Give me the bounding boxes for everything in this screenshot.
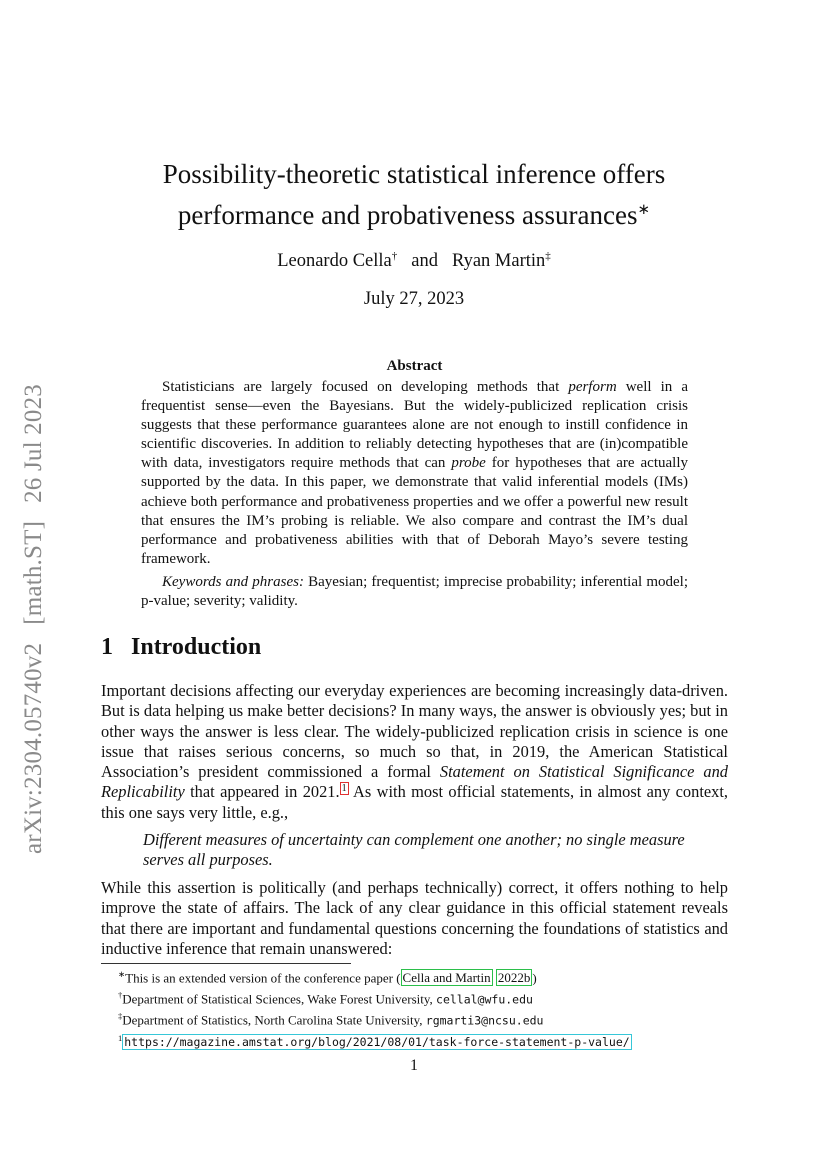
citation-cella-martin-link[interactable]: Cella and Martin: [402, 970, 491, 986]
keywords-label: Keywords and phrases:: [162, 573, 304, 590]
paper-title: [0, 156, 828, 233]
abstract: [141, 358, 688, 611]
author-conjunction: and: [411, 251, 438, 272]
section-number: 1: [101, 634, 113, 660]
footnote-affiliation-martin: ‡Department of Statistics, North Carolina State University, rgmarti3@ncsu.edu: [118, 1011, 544, 1028]
author-cella: Leonardo Cella: [277, 251, 392, 272]
abstract-heading: Abstract: [386, 358, 443, 374]
arxiv-sidebar-stamp: [20, 366, 48, 854]
email-martin: rgmarti3@ncsu.edu: [425, 1013, 544, 1028]
footnote-divider: [101, 963, 351, 964]
arxiv-category: [math.ST]: [20, 520, 47, 625]
arxiv-id: arXiv:2304.05740v2: [20, 642, 47, 854]
section-title: Introduction: [131, 634, 262, 660]
keywords: Keywords and phrases: Bayesian; frequentist; imprecise probability; inferential model; p-value; severity; validity.: [141, 573, 689, 610]
section-heading-introduction: [101, 634, 261, 661]
block-quote: Different measures of uncertainty can complement one another; no single measure serves all purposes.: [143, 830, 685, 870]
asa-statement-url-link[interactable]: https://magazine.amstat.org/blog/2021/08/01/task-force-statement-p-value/: [124, 1034, 630, 1049]
author-martin: Ryan Martin: [451, 251, 546, 272]
intro-paragraph-2: While this assertion is politically (and perhaps technically) correct, it offers nothing to help improve the state of affairs. The lack of any clear guidance in this official statement reveals that there are important and fundamental questions concerning the foundations of statistics and inductive inference that remain unanswered:: [101, 878, 728, 958]
email-cella: cellal@wfu.edu: [436, 991, 533, 1006]
footnote-affiliation-cella: †Department of Statistical Sciences, Wake Forest University, cellal@wfu.edu: [118, 989, 533, 1006]
paper-date: July 27, 2023: [363, 289, 465, 309]
footnote-1-link[interactable]: 1: [341, 783, 347, 795]
citation-year-link[interactable]: 2022b: [497, 970, 531, 986]
footnotes: [118, 966, 738, 1051]
title-line-2: performance and probativeness assurances∗: [177, 200, 651, 230]
arxiv-date: 26 Jul 2023: [20, 384, 47, 503]
footnote-url: $^1$ https://magazine.amstat.org/blog/2021/08/01/task-force-statement-p-value/: [118, 1032, 630, 1049]
author-list: Leonardo Cella† and Ryan Martin‡: [277, 250, 551, 272]
intro-paragraph-1: Important decisions affecting our everyday experiences are becoming increasingly data-driven. But is data helping us make better decisions? In many ways, the answer is obviously yes; but in other ways the answer is less clear. The widely-publicized replication crisis in science is one issue that raises serious concerns, so much so that, in 2019, the American Statistical Association’s president commissioned a formal Statement on Statistical Significance and Replicability that appeared in 2021. $^1$ As with most official statements, in almost any context, this one says very little, e.g.,: [101, 681, 728, 822]
abstract-text: Statisticians are largely focused on developing methods that perform well in a frequentist sense—even the Bayesians. But the widely-publicized replication crisis suggests that these performance guarantees alone are not enough to instill confidence in scientific discoveries. In addition to reliably detecting hypotheses that are (in)compatible with data, investigators require methods that can probe for hypotheses that are actually supported by the data. In this paper, we demonstrate that valid inferential models (IMs) achieve both performance and probativeness properties and we offer a powerful new result that ensures the IM’s probing is reliable. We also compare and contrast the IM’s dual performance and probativeness abilities with that of Deborah Mayo’s severe testing framework.: [141, 379, 688, 567]
footnote-title: ∗This is an extended version of the conference paper ( Cella and Martin 2022b ): [118, 969, 537, 986]
title-footnote-mark: ∗: [637, 202, 651, 218]
page-number: 1: [410, 1057, 418, 1074]
title-line-1: Possibility-theoretic statistical inference offers: [162, 159, 666, 189]
